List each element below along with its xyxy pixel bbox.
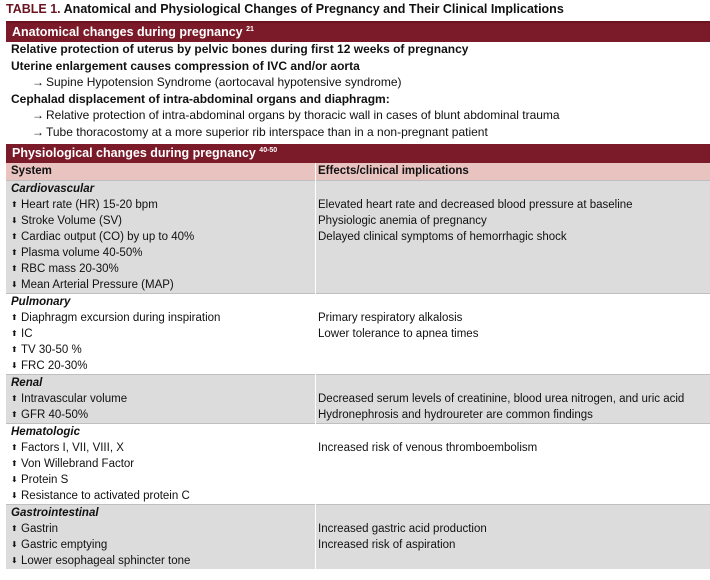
arrow-up-icon: ⬆ (11, 443, 18, 452)
anatomical-line (11, 58, 360, 74)
change-text: GFR 40-50% (21, 409, 89, 421)
change-text: IC (21, 328, 33, 340)
anatomical-line (11, 91, 390, 107)
change-item (11, 521, 58, 537)
anatomical-line (32, 107, 560, 123)
change-item (11, 197, 158, 213)
effect-item: Lower tolerance to apnea times (318, 328, 479, 340)
arrow-right-icon: → (32, 75, 44, 90)
change-item (11, 326, 33, 342)
change-text: Protein S (21, 474, 69, 486)
arrow-up-icon: ⬆ (11, 459, 18, 468)
anatomical-heading-ref: 21 (246, 26, 254, 33)
change-item (11, 358, 87, 374)
arrow-down-icon: ⬇ (11, 540, 18, 549)
change-item (11, 456, 134, 472)
change-item (11, 342, 82, 358)
anatomical-line (32, 124, 488, 140)
effect-item: Physiologic anemia of pregnancy (318, 215, 487, 227)
anatomical-line-text: Cephalad displacement of intra-abdominal organs and diaphragm: (11, 91, 390, 106)
physiological-heading: Physiological changes during pregnancy (12, 146, 256, 160)
column-divider (315, 423, 316, 504)
column-divider (315, 180, 316, 293)
anatomical-section-header (6, 23, 710, 42)
anatomical-line-text: Tube thoracostomy at a more superior rib interspace than in a non-pregnant patient (46, 125, 488, 139)
anatomical-heading: Anatomical changes during pregnancy (12, 25, 243, 39)
arrow-up-icon: ⬆ (11, 232, 18, 241)
arrow-up-icon: ⬆ (11, 394, 18, 403)
change-item (11, 391, 127, 407)
physiological-heading-ref: 40-50 (259, 147, 278, 154)
physiological-section-header (6, 144, 710, 163)
effect-item: Increased risk of aspiration (318, 539, 456, 551)
effect-item: Elevated heart rate and decreased blood pressure at baseline (318, 199, 633, 211)
row-separator (6, 293, 710, 294)
arrow-up-icon: ⬆ (11, 329, 18, 338)
system-block-hematologic (6, 423, 710, 504)
arrow-right-icon: → (32, 125, 44, 139)
anatomical-line-text: Relative protection of uterus by pelvic bones during first 12 weeks of pregnancy (11, 42, 469, 56)
change-text: Mean Arterial Pressure (MAP) (21, 279, 174, 291)
arrow-down-icon: ⬇ (11, 216, 18, 225)
change-text: Diaphragm excursion during inspiration (21, 312, 221, 324)
change-text: Resistance to activated protein C (21, 490, 190, 502)
column-header-row (6, 163, 710, 180)
change-text: Von Willebrand Factor (21, 458, 135, 470)
row-separator (6, 423, 710, 424)
change-item (11, 229, 194, 245)
change-text: RBC mass 20-30% (21, 263, 119, 275)
arrow-up-icon: ⬆ (11, 524, 18, 533)
change-text: Gastrin (21, 523, 59, 535)
column-divider (315, 504, 316, 569)
row-separator (6, 374, 710, 375)
system-block-cardiovascular (6, 180, 710, 293)
system-label: Hematologic (11, 426, 81, 438)
arrow-up-icon: ⬆ (11, 410, 18, 419)
effect-item: Hydronephrosis and hydroureter are common findings (318, 409, 593, 421)
change-item (11, 472, 68, 488)
change-item (11, 261, 119, 277)
arrow-up-icon: ⬆ (11, 313, 18, 322)
change-item (11, 213, 122, 229)
row-separator (6, 504, 710, 505)
arrow-up-icon: ⬆ (11, 248, 18, 257)
effect-item: Delayed clinical symptoms of hemorrhagic shock (318, 231, 567, 243)
change-item (11, 277, 174, 293)
anatomical-line (32, 74, 402, 90)
change-text: Cardiac output (CO) by up to 40% (21, 231, 195, 243)
effect-item: Primary respiratory alkalosis (318, 312, 463, 324)
arrow-up-icon: ⬆ (11, 264, 18, 273)
table-title-text: Anatomical and Physiological Changes of Pregnancy and Their Clinical Implications (63, 2, 564, 16)
arrow-up-icon: ⬆ (11, 200, 18, 209)
change-text: Lower esophageal sphincter tone (21, 555, 191, 567)
change-item (11, 488, 190, 504)
change-text: Factors I, VII, VIII, X (21, 442, 124, 454)
system-label: Gastrointestinal (11, 507, 99, 519)
system-block-pulmonary (6, 293, 710, 374)
system-label: Cardiovascular (11, 183, 95, 195)
arrow-down-icon: ⬇ (11, 280, 18, 289)
change-text: FRC 20-30% (21, 360, 88, 372)
table-title (6, 2, 564, 16)
column-header-system: System (11, 165, 52, 177)
effect-item: Decreased serum levels of creatinine, blood urea nitrogen, and uric acid (318, 393, 685, 405)
table-number: TABLE 1. (6, 2, 61, 16)
arrow-right-icon: → (32, 108, 44, 123)
change-text: Stroke Volume (SV) (21, 215, 122, 227)
column-divider (315, 374, 316, 423)
row-separator (6, 180, 710, 181)
change-item (11, 407, 88, 423)
anatomical-line (11, 41, 468, 57)
arrow-down-icon: ⬇ (11, 491, 18, 500)
system-label: Pulmonary (11, 296, 71, 308)
change-text: Plasma volume 40-50% (21, 247, 143, 259)
arrow-down-icon: ⬇ (11, 475, 18, 484)
change-item (11, 553, 190, 569)
change-text: Intravascular volume (21, 393, 128, 405)
arrow-down-icon: ⬇ (11, 361, 18, 370)
effect-item: Increased gastric acid production (318, 523, 487, 535)
arrow-up-icon: ⬆ (11, 345, 18, 354)
system-block-gastrointestinal (6, 504, 710, 569)
change-text: Gastric emptying (21, 539, 108, 551)
arrow-down-icon: ⬇ (11, 556, 18, 565)
column-divider (315, 293, 316, 374)
anatomical-line-text: Relative protection of intra-abdominal organs by thoracic wall in cases of blunt abdominal trauma (46, 108, 560, 123)
column-divider (315, 163, 316, 180)
system-label: Renal (11, 377, 43, 389)
change-text: Heart rate (HR) 15-20 bpm (21, 199, 158, 211)
column-header-effects: Effects/clinical implications (318, 165, 469, 177)
anatomical-line-text: Uterine enlargement causes compression of IVC and/or aorta (11, 58, 360, 73)
change-item (11, 440, 124, 456)
change-item (11, 537, 107, 553)
change-item (11, 310, 220, 326)
change-text: TV 30-50 % (21, 344, 82, 356)
change-item (11, 245, 142, 261)
system-block-renal (6, 374, 710, 423)
effect-item: Increased risk of venous thromboembolism (318, 442, 538, 454)
anatomical-line-text: Supine Hypotension Syndrome (aortocaval hypotensive syndrome) (46, 75, 402, 90)
